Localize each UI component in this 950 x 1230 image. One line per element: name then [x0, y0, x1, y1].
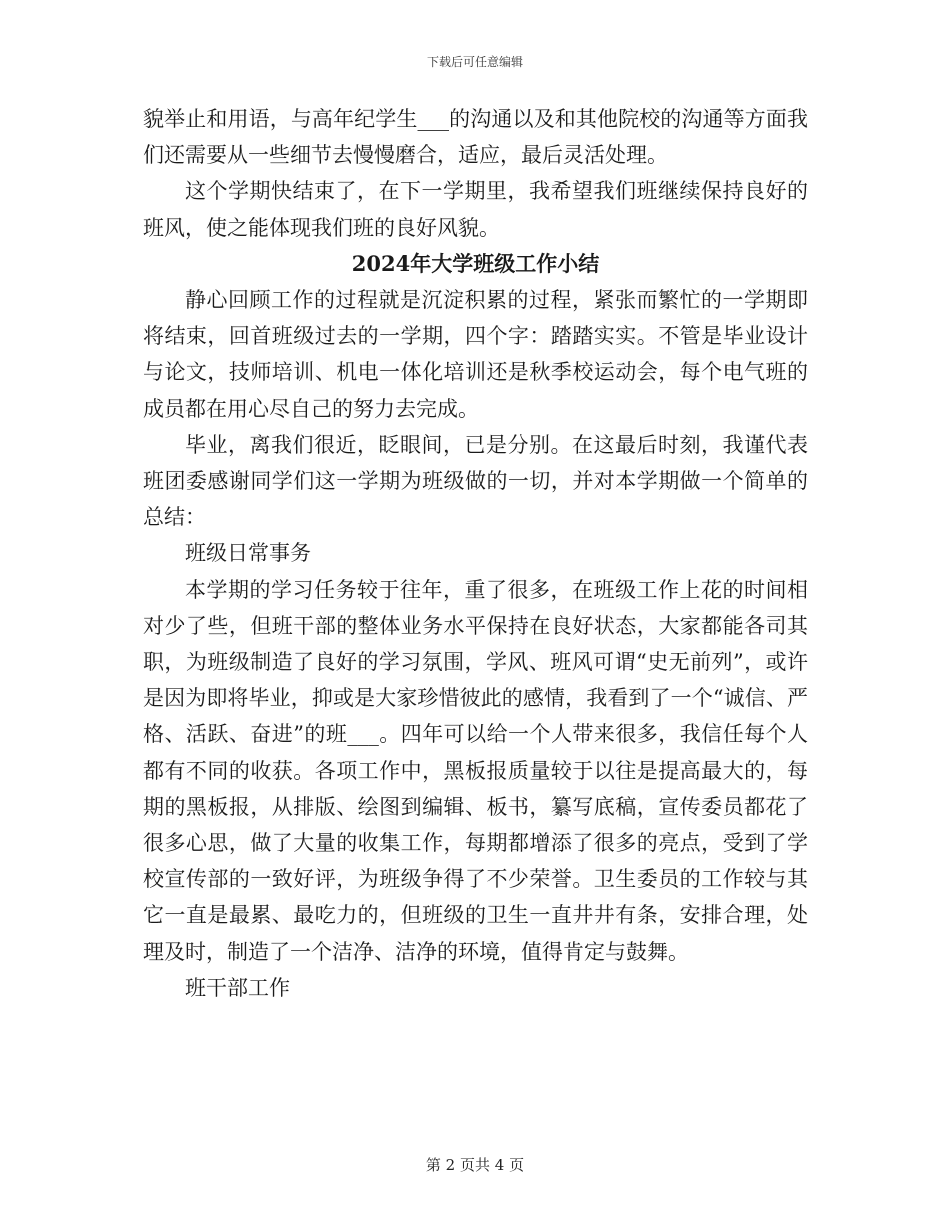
- page-header-note: 下载后可任意编辑: [426, 55, 523, 69]
- paragraph: 本学期的学习任务较于往年，重了很多，在班级工作上花的时间相对少了些，但班干部的整体业务水平保持在良好状态，大家都能各司其职，为班级制造了良好的学习氛围，学风、班风可谓“史无前列”，或许是因为即将毕业，抑或是大家珍惜彼此的感情，我看到了一个“诚信、严格、活跃、奋进”的班___。四年可以给一个人带来很多，我信任每个人都有不同的收获。各项工作中，黑板报质量较于以往是提高最大的，每期的黑板报，从排版、绘图到编辑、板书，纂写底稿，宣传委员都花了很多心思，做了大量的收集工作，每期都增添了很多的亮点，受到了学校宣传部的一致好评，为班级争得了不少荣誉。卫生委员的工作较与其它一直是最累、最吃力的，但班级的卫生一直井井有条，安排合理，处理及时，制造了一个洁净、洁净的环境，值得肯定与鼓舞。: [143, 577, 808, 964]
- paragraph-continued: 貌举止和用语，与高年纪学生___的沟通以及和其他院校的沟通等方面我们还需要从一些细节去慢慢磨合，适应，最后灵活处理。: [143, 107, 808, 168]
- paragraph: 静心回顾工作的过程就是沉淀积累的过程，紧张而繁忙的一学期即将结束，回首班级过去的一学期，四个字：踏踏实实。不管是毕业设计与论文，技师培训、机电一体化培训还是秋季校运动会，每个电气班的成员都在用心尽自己的努力去完成。: [143, 288, 808, 421]
- paragraph: 这个学期快结束了，在下一学期里，我希望我们班继续保持良好的班风，使之能体现我们班的良好风貌。: [143, 179, 808, 240]
- subheading: 班干部工作: [185, 975, 290, 1000]
- subheading: 班级日常事务: [185, 541, 311, 566]
- page-number-footer: 第 2 页共 4 页: [425, 1156, 525, 1174]
- paragraph: 毕业，离我们很近，眨眼间，已是分别。在这最后时刻，我谨代表班团委感谢同学们这一学期为班级做的一切，并对本学期做一个简单的总结：: [143, 432, 808, 530]
- document-body: [143, 101, 808, 1006]
- section-title: 2024年大学班级工作小结: [351, 250, 600, 276]
